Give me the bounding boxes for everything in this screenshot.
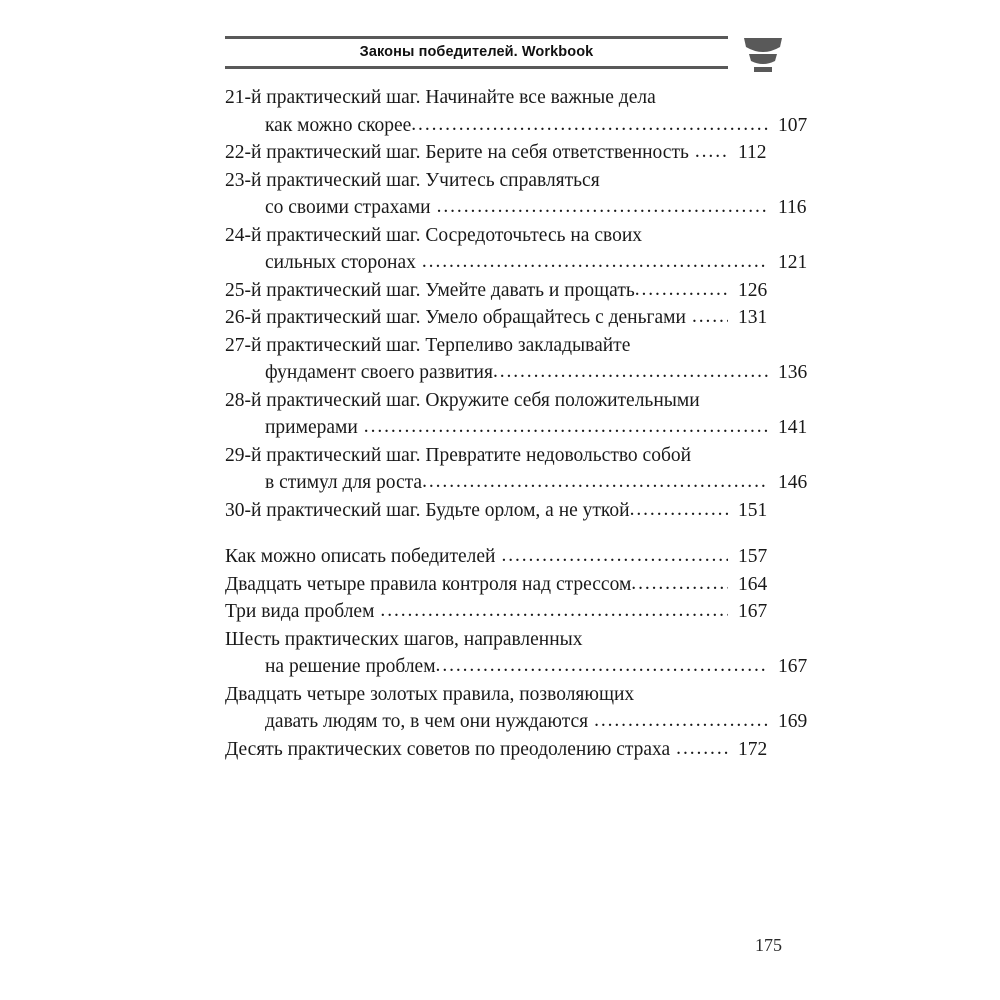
- toc-entry-text: давать людям то, в чем они нуждаются: [265, 711, 589, 732]
- toc-entry-continuation-line: [225, 708, 820, 736]
- toc-entry-continuation-line: [225, 359, 820, 387]
- toc-page-number: 169: [778, 711, 808, 732]
- toc-entry-continuation-line: [225, 112, 820, 140]
- running-header: [225, 36, 728, 69]
- dot-leader: [436, 652, 768, 680]
- toc-entry-title-line: [225, 736, 780, 764]
- toc-entry-text: 23-й практический шаг. Учитесь справляться: [225, 169, 600, 191]
- toc-entry[interactable]: [225, 304, 780, 332]
- toc-entry-title-line: [225, 681, 780, 709]
- toc-page-number: 107: [778, 114, 808, 136]
- toc-entry-text: 27-й практический шаг. Терпеливо закладывайте: [225, 334, 631, 356]
- dot-leader: [630, 496, 728, 524]
- toc-entry[interactable]: [225, 84, 808, 139]
- toc-entry[interactable]: [225, 167, 807, 222]
- toc-entry-title-line: [225, 84, 780, 112]
- dot-leader: [676, 735, 728, 763]
- toc-entry[interactable]: [225, 387, 808, 442]
- toc-entry-title-line: [225, 543, 780, 571]
- toc-entry-text: Три вида проблем: [225, 601, 375, 622]
- dot-leader: [493, 358, 768, 386]
- toc-entry[interactable]: [225, 222, 808, 277]
- toc-entry[interactable]: [225, 139, 780, 167]
- toc-page-number: 167: [738, 601, 768, 622]
- dot-leader: [692, 303, 728, 331]
- toc-entry[interactable]: [225, 543, 780, 571]
- toc-entry-continuation-line: [225, 249, 820, 277]
- toc-entry-text: примерами: [265, 417, 358, 438]
- toc-entry[interactable]: [225, 277, 780, 305]
- toc-entry[interactable]: [225, 736, 780, 764]
- toc-entry-title-line: [225, 497, 780, 525]
- toc-page-number: 126: [738, 279, 768, 301]
- table-of-contents: [225, 84, 808, 763]
- toc-page-number: 167: [778, 656, 808, 677]
- toc-entry-title-line: [225, 626, 780, 654]
- toc-entry-text: 30-й практический шаг. Будьте орлом, а не уткой: [225, 499, 630, 521]
- toc-entry[interactable]: [225, 442, 808, 497]
- toc-entry-text: 29-й практический шаг. Превратите недовольство собой: [225, 444, 692, 466]
- toc-entry[interactable]: [225, 571, 780, 599]
- stacked-books-ornament: [743, 37, 783, 75]
- toc-page-number: 172: [738, 738, 768, 760]
- dot-leader: [380, 597, 728, 625]
- toc-entry-continuation-line: [225, 653, 820, 681]
- dot-leader: [635, 276, 728, 304]
- toc-entry-text: фундамент своего развития: [265, 362, 493, 383]
- toc-entry-text: как можно скорее: [265, 114, 412, 136]
- toc-entry-text: 21-й практический шаг. Начинайте все важные дела: [225, 87, 656, 108]
- toc-entry[interactable]: [225, 626, 808, 681]
- toc-entry-text: Десять практических советов по преодолению страха: [225, 738, 671, 760]
- toc-entry-title-line: [225, 571, 780, 599]
- toc-entry-text: Двадцать четыре золотых правила, позволяющих: [225, 683, 635, 705]
- toc-entry-text: сильных сторонах: [265, 252, 416, 273]
- dot-leader: [501, 542, 728, 570]
- toc-page-number: 121: [778, 252, 808, 273]
- toc-entry[interactable]: [225, 332, 808, 387]
- toc-entry-title-line: [225, 167, 780, 195]
- toc-entry-text: в стимул для роста: [265, 472, 423, 493]
- toc-page-number: 164: [738, 573, 768, 595]
- toc-entry-title-line: [225, 442, 780, 470]
- toc-entry-title-line: [225, 332, 780, 360]
- folio-page-number: 175: [755, 935, 782, 955]
- toc-entry-title-line: [225, 139, 780, 167]
- toc-page-number: 141: [778, 417, 808, 438]
- toc-entry-text: 22-й практический шаг. Берите на себя ответственность: [225, 142, 689, 163]
- toc-entry-text: Шесть практических шагов, направленных: [225, 628, 583, 650]
- toc-page-number: 136: [778, 362, 808, 383]
- toc-entry-continuation-line: [225, 194, 820, 222]
- dot-leader: [364, 413, 768, 441]
- toc-page-number: 151: [738, 499, 768, 521]
- toc-entry-title-line: [225, 277, 780, 305]
- dot-leader: [631, 570, 728, 598]
- toc-entry-text: на решение проблем: [265, 656, 436, 677]
- dot-leader: [594, 707, 768, 735]
- toc-entry[interactable]: [225, 681, 808, 736]
- dot-leader: [695, 138, 728, 166]
- toc-page-number: 146: [778, 472, 808, 493]
- dot-leader: [422, 248, 768, 276]
- running-header-title: Законы победителей. Workbook: [359, 44, 594, 60]
- toc-entry-title-line: [225, 387, 780, 415]
- toc-page-number: 116: [778, 197, 807, 218]
- toc-page-number: 112: [738, 142, 767, 163]
- toc-page-number: 157: [738, 546, 768, 567]
- toc-entry-continuation-line: [225, 414, 820, 442]
- toc-entry-title-line: [225, 222, 780, 250]
- toc-entry-text: 24-й практический шаг. Сосредоточьтесь на своих: [225, 224, 643, 246]
- toc-entry-text: Как можно описать победителей: [225, 546, 496, 567]
- dot-leader: [422, 468, 768, 496]
- dot-leader: [437, 193, 768, 221]
- toc-entry-continuation-line: [225, 469, 820, 497]
- toc-entry-text: 25-й практический шаг. Умейте давать и прощать: [225, 279, 635, 301]
- toc-entry[interactable]: [225, 598, 780, 626]
- toc-page-number: 131: [738, 307, 768, 328]
- toc-entry-text: Двадцать четыре правила контроля над стрессом: [225, 573, 632, 595]
- toc-entry-text: 26-й практический шаг. Умело обращайтесь с деньгами: [225, 307, 686, 328]
- dot-leader: [411, 111, 768, 139]
- toc-entry-text: 28-й практический шаг. Окружите себя положительными: [225, 389, 700, 411]
- toc-entry-text: со своими страхами: [265, 197, 431, 218]
- header-rule-bottom: [225, 66, 728, 69]
- toc-entry-title-line: [225, 304, 780, 332]
- toc-entry[interactable]: [225, 497, 780, 525]
- toc-entry-title-line: [225, 598, 780, 626]
